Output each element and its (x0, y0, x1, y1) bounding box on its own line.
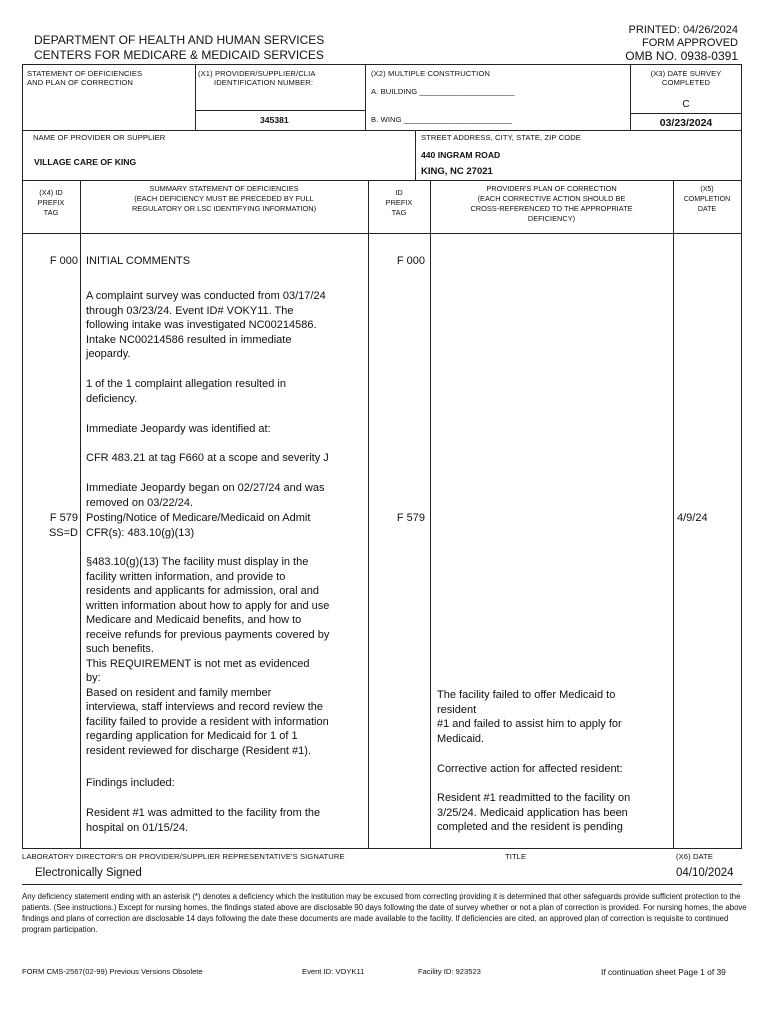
date-label: (X6) DATE (676, 852, 714, 861)
x2-left-line (365, 64, 366, 130)
x2-wing: B. WING _________________________ (371, 115, 512, 124)
right-border (741, 64, 742, 849)
event-id: Event ID: VOYK11 (302, 967, 365, 976)
paragraph-findings: Findings included: (86, 777, 175, 789)
printed-date: PRINTED: 04/26/2024 (628, 24, 738, 36)
x1-label: (X1) PROVIDER/SUPPLIER/CLIA IDENTIFICATION NUMBER: (198, 69, 316, 87)
department-name: DEPARTMENT OF HEALTH AND HUMAN SERVICES (34, 33, 325, 47)
plan-corrective-heading: Corrective action for affected resident: (437, 763, 623, 775)
body-bottom (22, 848, 742, 849)
paragraph-ij-dates: Immediate Jeopardy began on 02/27/24 and was removed on 03/22/24. (86, 482, 325, 509)
plan-failure-statement: The facility failed to offer Medicaid to resident #1 and failed to assist him to apply for Medicaid. (437, 689, 622, 745)
paragraph-allegation: 1 of the 1 complaint allegation resulted in deficiency. (86, 378, 286, 405)
x3-left-line (630, 64, 631, 130)
paragraph-complaint: A complaint survey was conducted from 03/17/24 through 03/23/24. Event ID# VOKY11. The following intake was investigated NC00214586. Intake NC00214586 resulted in immediate jeopardy. (86, 290, 326, 360)
x3-letter: C (682, 99, 690, 110)
x2-building: A. BUILDING ______________________ (371, 87, 515, 96)
agency-name: CENTERS FOR MEDICARE & MEDICAID SERVICES (34, 48, 324, 62)
x2-label: (X2) MULTIPLE CONSTRUCTION (371, 69, 490, 78)
omb-number: OMB NO. 0938-0391 (625, 49, 738, 63)
signature-bottom (22, 884, 742, 885)
f579-title: Posting/Notice of Medicare/Medicaid on Admit CFR(s): 483.10(g)(13) (86, 512, 311, 539)
department-header (34, 33, 324, 63)
paragraph-ij-identified: Immediate Jeopardy was identified at: (86, 423, 271, 435)
signature-label: LABORATORY DIRECTOR'S OR PROVIDER/SUPPLIER REPRESENTATIVE'S SIGNATURE (22, 852, 345, 861)
address-label: STREET ADDRESS, CITY, STATE, ZIP CODE (421, 133, 581, 142)
statement-label: STATEMENT OF DEFICIENCIES AND PLAN OF CORRECTION (27, 69, 143, 87)
left-border (22, 64, 23, 849)
summary-header: SUMMARY STATEMENT OF DEFICIENCIES (EACH DEFICIENCY MUST BE PRECEDED BY FULL REGULATORY OR LSC IDENTIFYING INFORMATION) (131, 184, 317, 213)
provider-id-value: 345381 (260, 115, 289, 125)
column-header-bottom (22, 233, 742, 234)
id-f579: F 579 (396, 512, 425, 524)
id-header: ID PREFIX TAG (385, 188, 413, 217)
col-line-4 (673, 180, 674, 849)
col-line-3 (430, 180, 431, 849)
provider-name: VILLAGE CARE OF KING (34, 157, 137, 167)
provider-row-bottom (22, 180, 742, 181)
address-line1: 440 INGRAM ROAD (421, 150, 501, 160)
paragraph-cfr: CFR 483.21 at tag F660 at a scope and severity J (86, 452, 329, 464)
address-line2: KING, NC 27021 (421, 166, 493, 177)
address-left-line (415, 130, 416, 180)
paragraph-regulation: §483.10(g)(13) The facility must display in the facility written information, and provide to residents and applicants for admission, oral and written information about how to apply for and use Medicare and Medicaid benefits, and how to receive refunds for previous payments covered by such benefits. This REQUIREMENT is not met as evidenced by: Based on resident and family member interviewa, staff interviews and record review the facility failed to provide a resident with information regarding application for Medicaid for 1 of 1 resident reviewed for discharge (Resident #1). (86, 556, 330, 757)
id-f000: F 000 (396, 255, 425, 267)
tag-f000: F 000 (49, 255, 78, 267)
paragraph-admission: Resident #1 was admitted to the facility from the hospital on 01/15/24. (86, 807, 321, 834)
x5-header: (X5) COMPLETION DATE (683, 186, 731, 213)
form-info (625, 24, 738, 63)
x1-left-line (195, 64, 196, 130)
disclosure-note: Any deficiency statement ending with an asterisk (*) denotes a deficiency which the institution may be excused from correcting providing it is determined that other safeguards provide sufficient protection to the patients. (See instructions.) Except for nursing homes, the findings stated above are disclosable 90 days following the date of survey whether or not a plan of correction is provided. For nursing homes, the above findings and plans of correction are disclosable 14 days following the date these documents are made available to the facility. If deficiencies are cited, an approved plan of correction is requisite to continued program participation. (22, 892, 747, 934)
col-line-1 (80, 180, 81, 849)
x3-divider (630, 113, 742, 114)
form-approved: FORM APPROVED (642, 37, 738, 49)
top-border (22, 64, 742, 65)
tag-f579: F 579 SS=D (22, 511, 78, 540)
x1-divider (195, 110, 365, 111)
plan-corrective-action: Resident #1 readmitted to the facility on 3/25/24. Medicaid application has been completed and the resident is pending (437, 792, 631, 833)
completion-date: 4/9/24 (677, 512, 708, 524)
signature-date: 04/10/2024 (676, 867, 734, 879)
x3-label: (X3) DATE SURVEY COMPLETED (650, 69, 722, 87)
initial-comments-heading: INITIAL COMMENTS (86, 255, 191, 267)
provider-label: NAME OF PROVIDER OR SUPPLIER (33, 133, 166, 142)
top-box-bottom (22, 130, 742, 131)
form-number: FORM CMS-2567(02-99) Previous Versions Obsolete (22, 967, 203, 976)
x4-header: (X4) ID PREFIX TAG (37, 188, 65, 217)
facility-id: Facility ID: 923523 (418, 967, 481, 976)
survey-date: 03/23/2024 (659, 117, 713, 129)
plan-header: PROVIDER'S PLAN OF CORRECTION (EACH CORRECTIVE ACTION SHOULD BE CROSS-REFERENCED TO THE APPROPRIATE DEFICIENCY) (470, 184, 633, 223)
page-number: If continuation sheet Page 1 of 39 (601, 967, 726, 977)
title-label: TITLE (505, 852, 527, 861)
signature-value: Electronically Signed (35, 867, 142, 879)
severity-code: SS=D (48, 526, 78, 539)
